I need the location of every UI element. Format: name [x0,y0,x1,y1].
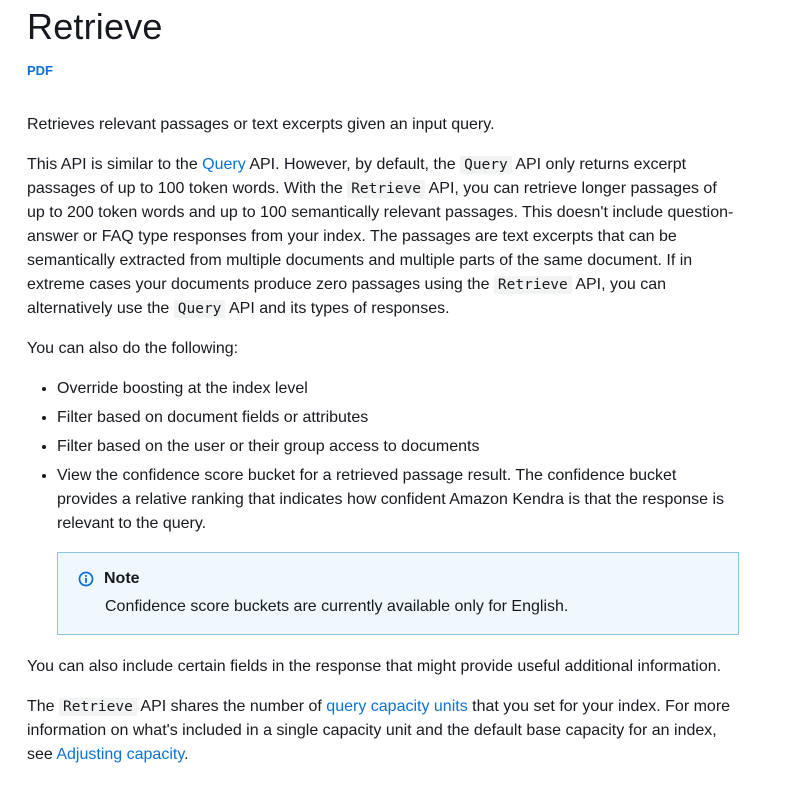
capacity-paragraph [27,695,737,767]
description-paragraph [27,153,737,321]
inline-code-retrieve: Retrieve [59,698,137,716]
list-item: • Override boosting at the index level [57,377,737,401]
note-header [78,567,718,591]
main-content [27,113,737,783]
adjusting-capacity-link[interactable]: Adjusting capacity [56,746,185,763]
text-span: The [27,698,60,715]
query-capacity-units-link[interactable]: query capacity units [326,698,468,715]
text-span: API. However, by default, the [245,156,461,173]
inline-code-retrieve: Retrieve [494,276,572,294]
query-api-link[interactable]: Query [202,156,246,173]
intro-paragraph: Retrieves relevant passages or text excerpts given an input query. [27,116,495,133]
text-span: that you set for your index. For more information on what's included in a single capacity unit and the default base capacity for an index, see [27,698,731,763]
list-item: • Filter based on the user or their group access to documents [57,435,737,459]
note-body: Confidence score buckets are currently available only for English. [105,598,569,615]
text-span: API shares the number of [136,698,327,715]
also-intro-paragraph: You can also do the following: [27,340,239,357]
text-span: API only returns excerpt passages of up to 100 token words. With the [27,156,687,197]
text-span: API, you can retrieve longer passages of up to 200 token words and up to 100 semantically relevant passages. This doesn't include question-answer or FAQ type responses from your index. The passages are text excerpts that can be semantically extracted from multiple documents and multiple parts of the same document. If in extreme cases your documents produce zero passages using the [27,180,734,293]
info-circle-icon [78,571,94,587]
note-title: Note [104,570,140,587]
inline-code-query: Query [460,156,512,174]
text-span: . [184,746,189,763]
list-item: • Filter based on document fields or attributes [57,406,737,430]
text-span: API, you can alternatively use the [27,276,667,317]
feature-list [27,377,737,536]
text-span: API and its types of responses. [225,300,450,317]
pdf-link[interactable]: PDF [27,63,53,78]
inline-code-retrieve: Retrieve [347,180,425,198]
page-title: Retrieve [27,6,163,47]
text-span: This API is similar to the [27,156,203,173]
note-callout [57,552,739,635]
inline-code-query: Query [174,300,226,318]
fields-paragraph: You can also include certain fields in the response that might provide useful additional information. [27,658,722,675]
list-item: • View the confidence score bucket for a retrieved passage result. The confidence bucket provides a relative ranking that indicates how confident Amazon Kendra is that the response is relevant to the query. [57,464,737,536]
